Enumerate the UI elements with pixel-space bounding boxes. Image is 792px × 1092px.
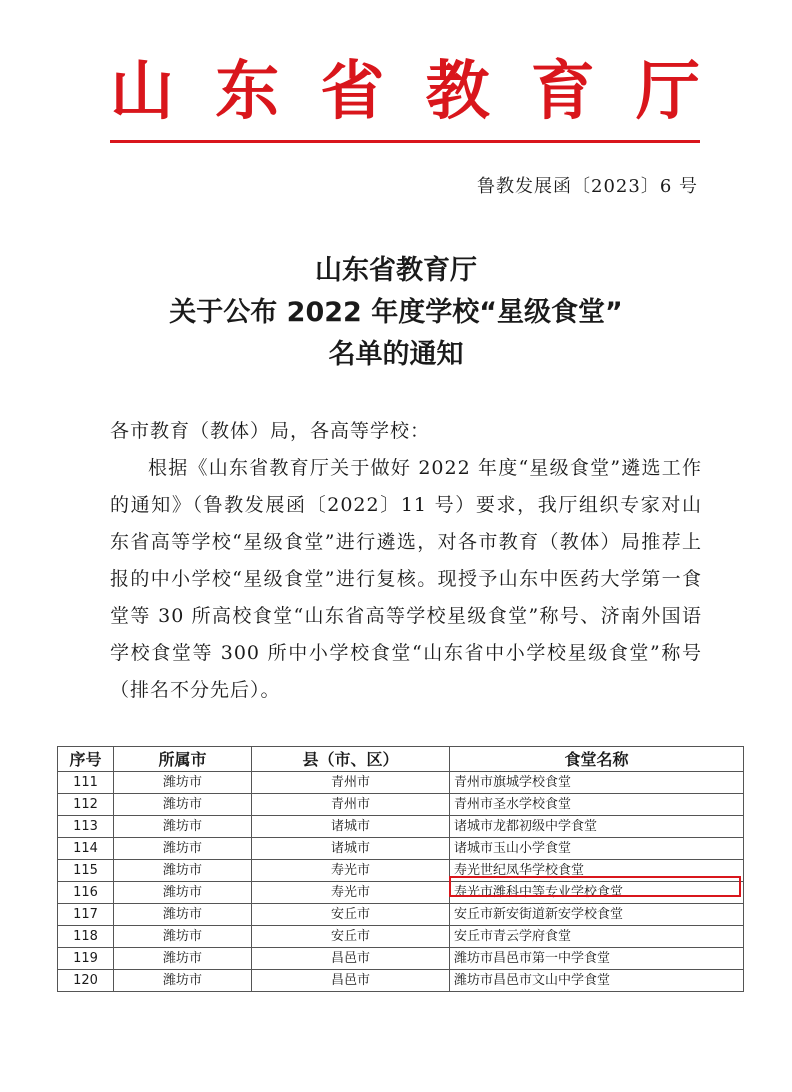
cell-county: 昌邑市: [252, 948, 450, 970]
table-row: [58, 926, 744, 948]
header-canteen-name: 食堂名称: [450, 747, 744, 772]
masthead-char: 山: [110, 55, 174, 129]
cell-index: 118: [58, 926, 114, 948]
cell-canteen-name: 安丘市新安街道新安学校食堂: [450, 904, 744, 926]
cell-city: 潍坊市: [114, 948, 252, 970]
cell-county: 安丘市: [252, 926, 450, 948]
cell-index: 119: [58, 948, 114, 970]
masthead-divider: [110, 140, 700, 143]
title-line: 山东省教育厅: [315, 255, 477, 286]
table-header-row: [58, 747, 744, 772]
cell-city: 潍坊市: [114, 882, 252, 904]
cell-county: 诸城市: [252, 816, 450, 838]
cell-canteen-name: 寿光世纪凤华学校食堂: [450, 860, 744, 882]
masthead: [110, 52, 700, 132]
cell-index: 117: [58, 904, 114, 926]
cell-canteen-name: 潍坊市昌邑市第一中学食堂: [450, 948, 744, 970]
cell-county: 青州市: [252, 794, 450, 816]
document-number: 鲁教发展函〔2023〕6 号: [477, 176, 698, 197]
masthead-char: 育: [530, 55, 595, 129]
title-line: 名单的通知: [328, 339, 464, 370]
masthead-char: 东: [215, 55, 280, 129]
cell-city: 潍坊市: [114, 926, 252, 948]
cell-city: 潍坊市: [114, 816, 252, 838]
cell-index: 116: [58, 882, 114, 904]
cell-city: 潍坊市: [114, 838, 252, 860]
title-line: 关于公布 2022 年度学校“星级食堂”: [169, 297, 623, 328]
table-row: [58, 882, 744, 904]
cell-index: 112: [58, 794, 114, 816]
cell-city: 潍坊市: [114, 794, 252, 816]
body-paragraph: 根据《山东省教育厅关于做好 2022 年度“星级食堂”遴选工作的通知》（鲁教发展函〔2022〕11 号）要求，我厅组织专家对山东省高等学校“星级食堂”进行遴选，对各市教育（教体）局推荐上报的中小学校“星级食堂”进行复核。现授予山东中医药大学第一食堂等 30 所高校食堂“山东省高等学校星级食堂”称号、济南外国语学校食堂等 300 所中小学校食堂“山东省中小学校星级食堂”称号（排名不分先后）。: [110, 457, 702, 701]
cell-canteen-name: 青州市旗城学校食堂: [450, 772, 744, 794]
cell-canteen-name: 潍坊市昌邑市文山中学食堂: [450, 970, 744, 992]
cell-city: 潍坊市: [114, 860, 252, 882]
table-row: [58, 948, 744, 970]
cell-county: 昌邑市: [252, 970, 450, 992]
salutation: 各市教育（教体）局，各高等学校：: [110, 420, 431, 442]
cell-canteen-name: 诸城市玉山小学食堂: [450, 838, 744, 860]
cell-county: 诸城市: [252, 838, 450, 860]
masthead-char: 厅: [635, 55, 700, 129]
cell-canteen-name: 寿光市潍科中等专业学校食堂: [450, 882, 744, 904]
cell-index: 120: [58, 970, 114, 992]
cell-county: 寿光市: [252, 860, 450, 882]
cell-canteen-name: 安丘市青云学府食堂: [450, 926, 744, 948]
table-row: [58, 838, 744, 860]
cell-index: 115: [58, 860, 114, 882]
masthead-char: 省: [320, 55, 385, 129]
cell-canteen-name: 诸城市龙都初级中学食堂: [450, 816, 744, 838]
document-title: [0, 250, 792, 376]
header-county: 县（市、区）: [252, 747, 450, 772]
header-city: 所属市: [114, 747, 252, 772]
cell-county: 寿光市: [252, 882, 450, 904]
cell-county: 安丘市: [252, 904, 450, 926]
cell-city: 潍坊市: [114, 970, 252, 992]
cell-city: 潍坊市: [114, 772, 252, 794]
table-row: [58, 794, 744, 816]
table-row: [58, 970, 744, 992]
cell-canteen-name: 青州市圣水学校食堂: [450, 794, 744, 816]
cell-index: 111: [58, 772, 114, 794]
cell-county: 青州市: [252, 772, 450, 794]
table-row: [58, 772, 744, 794]
cell-index: 114: [58, 838, 114, 860]
header-index: 序号: [58, 747, 114, 772]
cell-city: 潍坊市: [114, 904, 252, 926]
canteen-table: [57, 746, 744, 992]
cell-index: 113: [58, 816, 114, 838]
masthead-char: 教: [425, 55, 490, 129]
table-row: [58, 904, 744, 926]
table-row: [58, 816, 744, 838]
table-row: [58, 860, 744, 882]
